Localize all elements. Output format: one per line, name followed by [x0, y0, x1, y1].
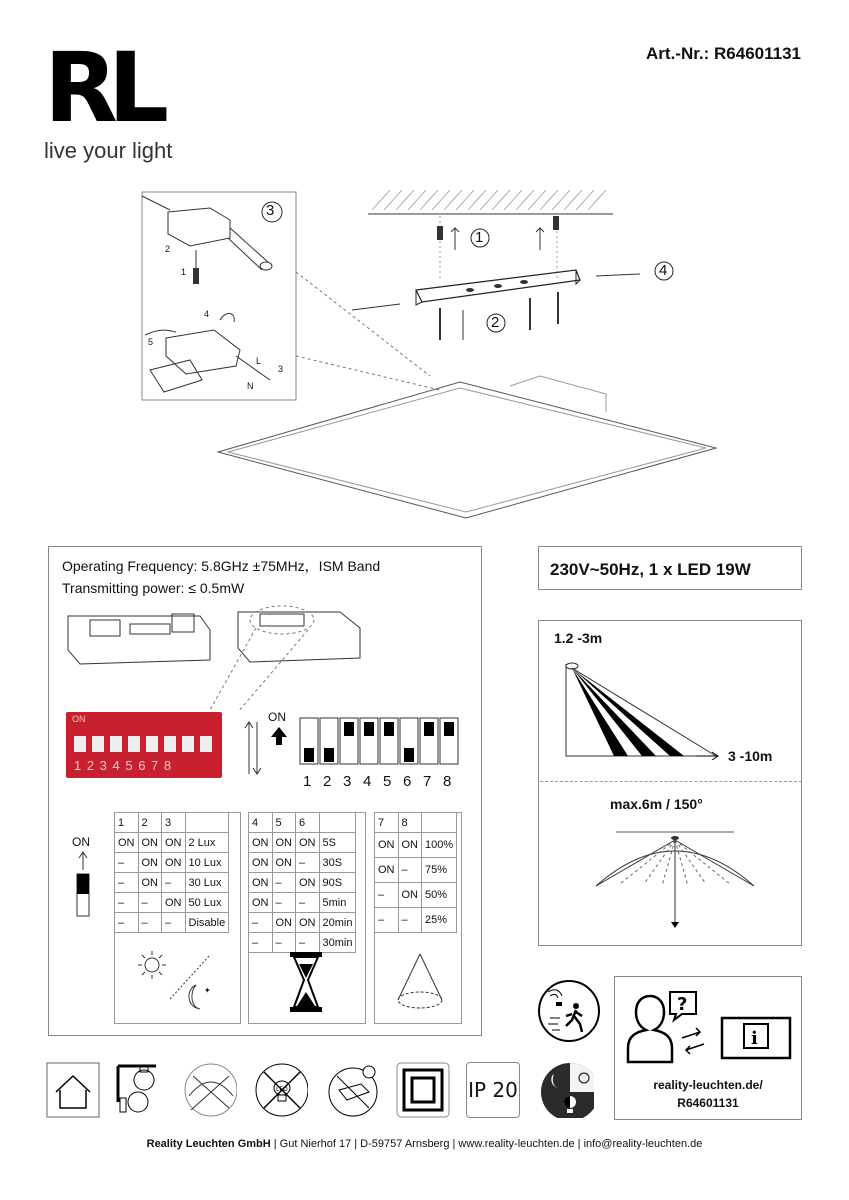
dim-header-8: 8: [398, 813, 422, 833]
top-detection-diagram: [590, 826, 760, 934]
table-row: – – – 30min: [249, 933, 356, 953]
lux-header-4: [185, 813, 229, 833]
svg-text:✦: ✦: [204, 986, 211, 995]
dip-num-4: 4: [363, 773, 372, 790]
tagline: live your light: [44, 138, 173, 163]
table-row: ON – 75%: [375, 858, 457, 883]
junction-box: [168, 208, 230, 246]
ip20-icon: IP 20: [466, 1062, 520, 1118]
hourglass-icon: [288, 950, 324, 1014]
installation-diagram: [0, 180, 849, 530]
table-row: ON ON 100%: [375, 833, 457, 858]
lux-table: [114, 812, 229, 933]
footer: [0, 1138, 849, 1150]
wall-plug-right: [553, 216, 559, 230]
dip-num-5: 5: [383, 773, 392, 790]
terminal-block: [166, 330, 240, 374]
footer-company: Reality Leuchten GmbH: [146, 1138, 271, 1150]
indoor-use-icon: [46, 1062, 100, 1118]
website-line1: reality-leuchten.de/: [653, 1078, 763, 1092]
arrow-up-icon: [270, 725, 288, 747]
side-detection-diagram: [556, 656, 726, 760]
dip-num-6: 6: [403, 773, 412, 790]
table-row: ON – ON 90S: [249, 873, 356, 893]
dip-num-7: 7: [423, 773, 432, 790]
website-line2: R64601131: [677, 1096, 739, 1110]
dip-on-label: ON: [268, 710, 286, 724]
operating-frequency: [62, 556, 380, 576]
sensor-module-diagram: [60, 600, 370, 715]
article-number: Art.-Nr.: R64601131: [646, 44, 801, 63]
svg-text:LED: LED: [276, 1086, 288, 1093]
table-row: – ON ON 10 Lux: [115, 853, 229, 873]
table-row: – ON 50%: [375, 883, 457, 908]
not-dimmable-icon: [183, 1062, 237, 1118]
mounting-height: 1.2 -3m: [554, 630, 603, 646]
dip-num-2: 2: [323, 773, 332, 790]
inset-label-N: N: [247, 381, 254, 391]
footer-address: | Gut Nierhof 17 | D-59757 Arnsberg | www.reality-leuchten.de | info@reality-leuchten.de: [270, 1138, 703, 1150]
led-not-replaceable-icon: [254, 1062, 308, 1118]
detection-divider: [540, 781, 802, 782]
detection-angle: max.6m / 150°: [610, 796, 703, 812]
table-row: – ON ON 20min: [249, 913, 356, 933]
svg-text:?: ?: [677, 994, 688, 1015]
table-row: – ON – 30 Lux: [115, 873, 229, 893]
lux-header-2: 2: [138, 813, 162, 833]
svg-text:i: i: [751, 1028, 758, 1049]
power-label: Transmitting power:: [62, 580, 185, 596]
inset-label-6: 3: [278, 364, 284, 374]
step1-label: 1: [475, 229, 484, 246]
freq-value: 5.8GHz ±75MHz，ISM Band: [201, 558, 381, 574]
step2-label: 2: [491, 314, 500, 331]
inset-label-4: 5: [148, 337, 154, 347]
lux-header-3: 3: [162, 813, 186, 833]
switch-indicator-icon: [75, 850, 91, 920]
dip-switch-photo: [66, 712, 222, 778]
dip-switch-diagram: [298, 716, 464, 768]
switch-on-label: ON: [72, 835, 90, 849]
table-row: ON ON – 30S: [249, 853, 356, 873]
table-row: – – – Disable: [115, 913, 229, 933]
power-value: ≤ 0.5mW: [188, 580, 245, 596]
dim-header-9: [422, 813, 457, 833]
dim-table: [374, 812, 457, 933]
voltage-spec: 230V~50Hz, 1 x LED 19W: [550, 560, 751, 579]
inset-label-2: 1: [181, 267, 187, 277]
led-panel: [218, 382, 716, 518]
day-night-icon: [130, 945, 226, 1015]
motion-sensor-icon: [536, 978, 602, 1044]
freq-label: Operating Frequency:: [62, 558, 198, 574]
time-table: [248, 812, 356, 953]
table-row: ON ON ON 5S: [249, 833, 356, 853]
dip-num-8: 8: [443, 773, 452, 790]
dip-numbers: [303, 773, 463, 790]
day-night-sensor-icon: [540, 1062, 594, 1118]
inset-label-L: L: [256, 356, 262, 366]
logo-text: RL: [44, 32, 160, 144]
brand-logo: [44, 32, 194, 165]
transmitting-power: [62, 580, 244, 596]
up-down-arrow-icon: [243, 720, 263, 776]
time-header-6: 6: [296, 813, 320, 833]
dip-num-3: 3: [343, 773, 352, 790]
time-header-7: [319, 813, 356, 833]
lux-header-1: 1: [115, 813, 139, 833]
detection-range: 3 -10m: [728, 748, 773, 764]
inset-label-3: 4: [204, 309, 210, 319]
table-row: – – ON 50 Lux: [115, 893, 229, 913]
step4-label: 4: [659, 262, 668, 279]
inset-label-1: 2: [165, 244, 171, 254]
dip-photo-numbers: 1 2 3 4 5 6 7 8: [74, 758, 173, 773]
support-illustration: [622, 988, 798, 1064]
dip-photo-on: ON: [72, 714, 86, 724]
table-row: ON ON ON 2 Lux: [115, 833, 229, 853]
website-link[interactable]: [614, 1076, 802, 1112]
time-header-4: 4: [249, 813, 273, 833]
table-row: ON – – 5min: [249, 893, 356, 913]
dip-num-1: 1: [303, 773, 312, 790]
dim-header-7: 7: [375, 813, 399, 833]
step3-label: 3: [266, 202, 275, 219]
light-cone-icon: [392, 950, 448, 1014]
time-header-5: 5: [272, 813, 296, 833]
protection-class-ii-icon: [396, 1062, 450, 1118]
driver-not-replaceable-icon: [325, 1062, 379, 1118]
wall-plug-left: [437, 226, 443, 240]
table-row: – – 25%: [375, 908, 457, 933]
ceiling-mount-icon: [116, 1062, 170, 1118]
